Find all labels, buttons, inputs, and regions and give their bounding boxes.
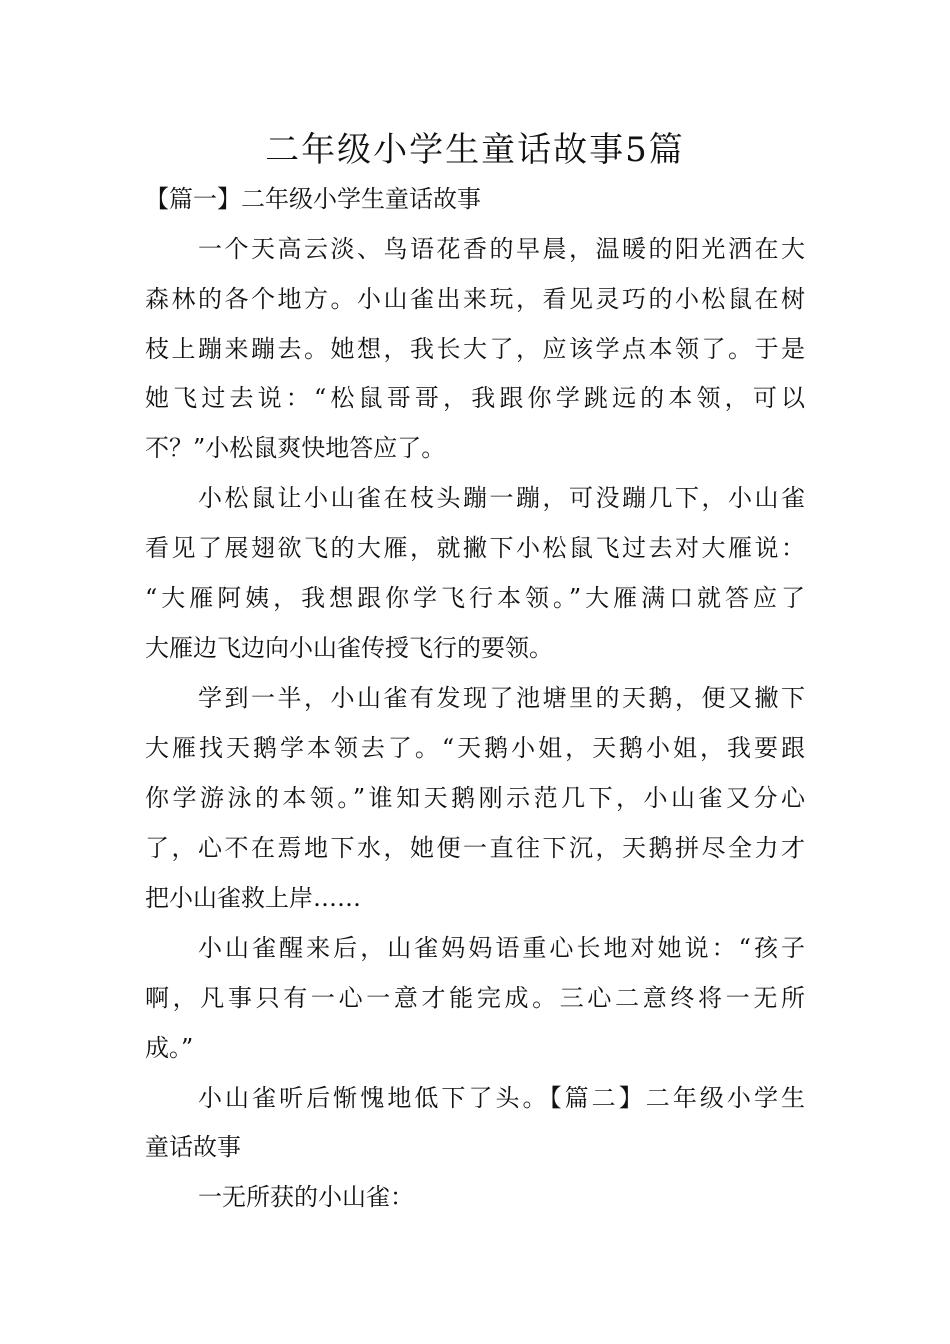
- paragraph-line: 成。”: [145, 1034, 194, 1062]
- paragraph-line: 枝上蹦来蹦去。她想，我长大了，应该学点本领了。于是: [145, 335, 805, 363]
- paragraph-line: 一无所获的小山雀：: [198, 1183, 414, 1211]
- section-heading: 【篇一】二年级小学生童话故事: [145, 185, 481, 213]
- paragraph-line: 大雁边飞边向小山雀传授飞行的要领。: [145, 634, 553, 662]
- document-title: 二年级小学生童话故事5篇: [265, 130, 685, 170]
- paragraph-line: 一个天高云淡、鸟语花香的早晨，温暖的阳光洒在大: [198, 235, 805, 263]
- paragraph-line: 了，心不在焉地下水，她便一直往下沉，天鹅拼尽全力才: [145, 834, 805, 862]
- paragraph-line: 她飞过去说：“松鼠哥哥，我跟你学跳远的本领，可以: [145, 384, 805, 412]
- paragraph-line: 看见了展翅欲飞的大雁，就撇下小松鼠飞过去对大雁说：: [145, 534, 805, 562]
- paragraph-line: 森林的各个地方。小山雀出来玩，看见灵巧的小松鼠在树: [145, 285, 805, 313]
- paragraph-line: 童话故事: [145, 1133, 241, 1161]
- paragraph-line: 你学游泳的本领。”谁知天鹅刚示范几下，小山雀又分心: [145, 784, 805, 812]
- paragraph-line: 学到一半，小山雀有发现了池塘里的天鹅，便又撇下: [198, 684, 805, 712]
- paragraph-line: 小山雀听后惭愧地低下了头。【篇二】二年级小学生: [198, 1084, 805, 1112]
- paragraph-line: 不？”小松鼠爽快地答应了。: [145, 434, 446, 462]
- paragraph-line: 小山雀醒来后，山雀妈妈语重心长地对她说：“孩子: [198, 934, 805, 962]
- paragraph-line: 小松鼠让小山雀在枝头蹦一蹦，可没蹦几下，小山雀: [198, 484, 805, 512]
- paragraph-line: 把小山雀救上岸……: [145, 884, 361, 912]
- paragraph-line: “大雁阿姨，我想跟你学飞行本领。”大雁满口就答应了: [145, 584, 805, 612]
- paragraph-line: 啊，凡事只有一心一意才能完成。三心二意终将一无所: [145, 984, 805, 1012]
- paragraph-line: 大雁找天鹅学本领去了。“天鹅小姐，天鹅小姐，我要跟: [145, 734, 805, 762]
